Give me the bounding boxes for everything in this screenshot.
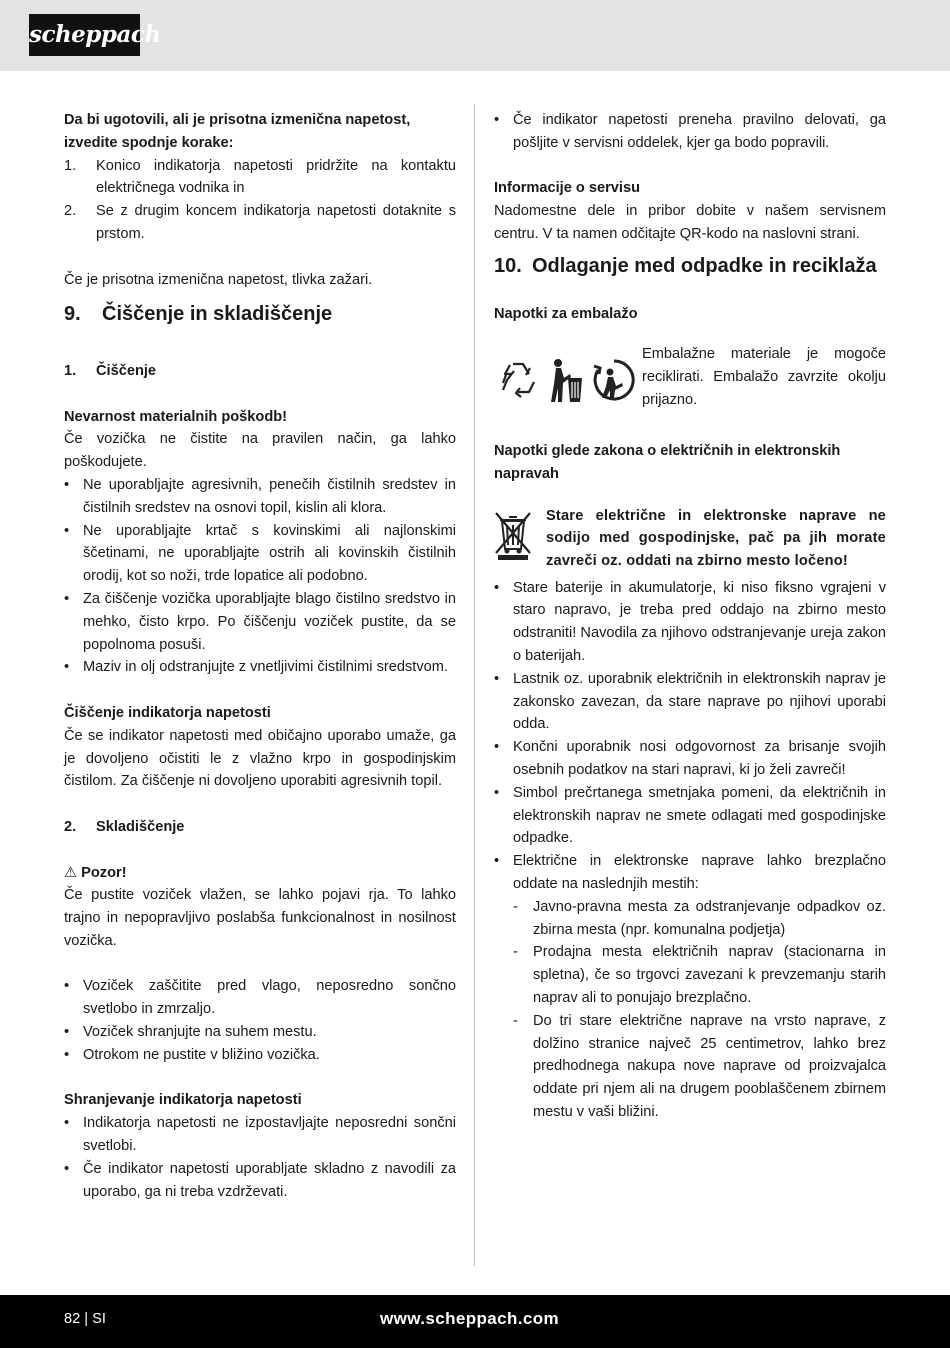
right-column xyxy=(494,109,886,1124)
indicator-storage-heading: Shranjevanje indikatorja napetosti xyxy=(64,1092,302,1109)
header-bar xyxy=(0,0,950,71)
list-item: • Ne uporabljajte agresivnih, penečih čistilnih sredstev in čistilnih sredstev na osnovi topil, kislin ali klora. xyxy=(64,476,456,516)
section-heading-10: 10. Odlaganje med odpadke in reciklaža xyxy=(494,254,877,277)
weee-heading: Napotki glede zakona o električnih in elektronskih napravah xyxy=(494,443,841,482)
list-item: • Za čiščenje vozička uporabljajte blago čistilno sredstvo in mehko, čisto krpo. Po čiščenju voziček pustite, da se popolnoma posuši. xyxy=(64,590,456,653)
list-item: • Indikatorja napetosti ne izpostavljajte neposredni sončni svetlobi. xyxy=(64,1115,456,1155)
damage-text: Če vozička ne čistite na pravilen način, ga lahko poškodujete. xyxy=(64,431,456,471)
list-item: • Maziv in olj odstranjujte z vnetljivimi čistilnimi sredstvom. xyxy=(64,659,448,676)
indicator-cleaning-heading: Čiščenje indikatorja napetosti xyxy=(64,704,271,721)
column-divider xyxy=(474,104,475,1266)
sub-list-item: - Prodajna mesta električnih naprav (stacionarna in spletna), če so trgovci zavezani k prevzemanju starih naprav ali to ponujajo brezplačno. xyxy=(513,944,886,1006)
left-column xyxy=(64,109,456,1203)
service-text: Nadomestne dele in pribor dobite v našem servisnem centru. V ta namen odčitajte QR-kodo na naslovni strani. xyxy=(494,203,886,242)
footer-bar xyxy=(0,1295,950,1348)
weee-block xyxy=(494,509,886,577)
page-number: 82 | SI xyxy=(64,1311,106,1327)
list-item: • Če indikator napetosti preneha pravilno delovati, ga pošljite v servisni oddelek, kjer ga bodo popravili. xyxy=(494,112,886,151)
result-text: Če je prisotna izmenična napetost, tlivka zažari. xyxy=(64,271,373,288)
intro-heading: Da bi ugotovili, ali je prisotna izmenična napetost, izvedite spodnje korake: xyxy=(64,112,411,151)
list-item: • Voziček zaščitite pred vlago, neposredno sončno svetlobo in zmrzaljo. xyxy=(64,978,456,1018)
section-heading-9: 9. Čiščenje in skladiščenje xyxy=(64,303,333,326)
warning-text: Če pustite voziček vlažen, se lahko pojavi rja. To lahko trajno in nepopravljivo poslabša funkcionalnost in nosilnost vozička. xyxy=(64,887,456,949)
packaging-text: Embalažne materiale je mogoče reciklirati. Embalažo zavrzite okolju prijazno. xyxy=(642,346,886,408)
packaging-block xyxy=(494,348,886,440)
list-item: • Če indikator napetosti uporabljate skladno z navodili za uporabo, ga ni treba vzdrževati. xyxy=(64,1160,456,1200)
list-item: • Stare baterije in akumulatorje, ki niso fiksno vgrajeni v staro napravo, je treba pred oddajo na zbirno mesto odstraniti! Navodila za njihovo odstranjevanje ureja zakon o baterijah. xyxy=(494,579,886,664)
sub-list-item: - Javno-pravna mesta za odstranjevanje odpadkov oz. zbirna mesta (npr. komunalna podjetja) xyxy=(513,898,886,938)
website-link[interactable]: www.scheppach.com xyxy=(380,1309,560,1328)
sub-list-item: - Do tri stare električne naprave na vrsto naprave, z dolžino stranice največ 25 centimetrov, lahko brez predhodnega nakupa nove naprave od proizvajalca oddate pri njem ali na drugem pooblaščenem zbirnem mestu v vaši bližini. xyxy=(513,1012,886,1120)
step-item: 2. Se z drugim koncem indikatorja napetosti dotaknite s prstom. xyxy=(64,203,456,242)
list-item: • Ne uporabljajte krtač s kovinskimi ali najlonskimi ščetinami, ne uporabljajte ostrih ali kovinskih čistilnih orodij, kot so noži, trde lopatice ali podobno. xyxy=(64,522,456,585)
list-item: • Električne in elektronske naprave lahko brezplačno oddate na naslednjih mestih: xyxy=(494,853,886,892)
packaging-icons xyxy=(494,356,638,404)
scheppach-logo: scheppach xyxy=(29,14,140,56)
warning-triangle-icon: ⚠ xyxy=(64,863,78,881)
recycle-person-icon xyxy=(590,356,638,404)
warning-heading: ⚠ Pozor! xyxy=(64,863,127,881)
list-item: • Končni uporabnik nosi odgovornost za brisanje svojih osebnih podatkov na stari napravi, ki jo želi zavreči! xyxy=(494,739,886,778)
list-item: • Simbol prečrtanega smetnjaka pomeni, da električnih in elektronskih naprav ne smete odlagati med gospodinjske odpadke. xyxy=(494,784,886,847)
recycle-icon xyxy=(494,356,542,404)
indicator-cleaning-text: Če se indikator napetosti med običajno uporabo umaže, ga je dovoljeno očistiti le z vlažno krpo in gospodinjskim čistilom. Za čiščenje ni dovoljeno uporabiti agresivnih topil. xyxy=(64,727,456,790)
subsection-heading-cleaning: 1. Čiščenje xyxy=(64,362,157,379)
subsection-heading-storage: 2. Skladiščenje xyxy=(64,818,185,835)
crossed-bin-icon xyxy=(494,511,532,561)
list-item: • Otrokom ne pustite v bližino vozička. xyxy=(64,1046,320,1063)
packaging-heading: Napotki za embalažo xyxy=(494,305,638,322)
list-item: • Voziček shranjujte na suhem mestu. xyxy=(64,1024,317,1041)
damage-heading: Nevarnost materialnih poškodb! xyxy=(64,408,288,425)
list-item: • Lastnik oz. uporabnik električnih in elektronskih naprav je zakonsko zavezan, da stare naprave po njihovi uporabi odda. xyxy=(494,670,886,733)
step-item: 1. Konico indikatorja napetosti pridržite na kontaktu električnega vodnika in xyxy=(64,157,456,197)
weee-warning: Stare električne in elektronske naprave ne sodijo med gospodinjske, pač pa jih morate zavreči oz. oddati na zbirno mesto ločeno! xyxy=(546,507,886,570)
service-heading: Informacije o servisu xyxy=(494,180,640,197)
litter-bin-icon xyxy=(546,356,586,404)
